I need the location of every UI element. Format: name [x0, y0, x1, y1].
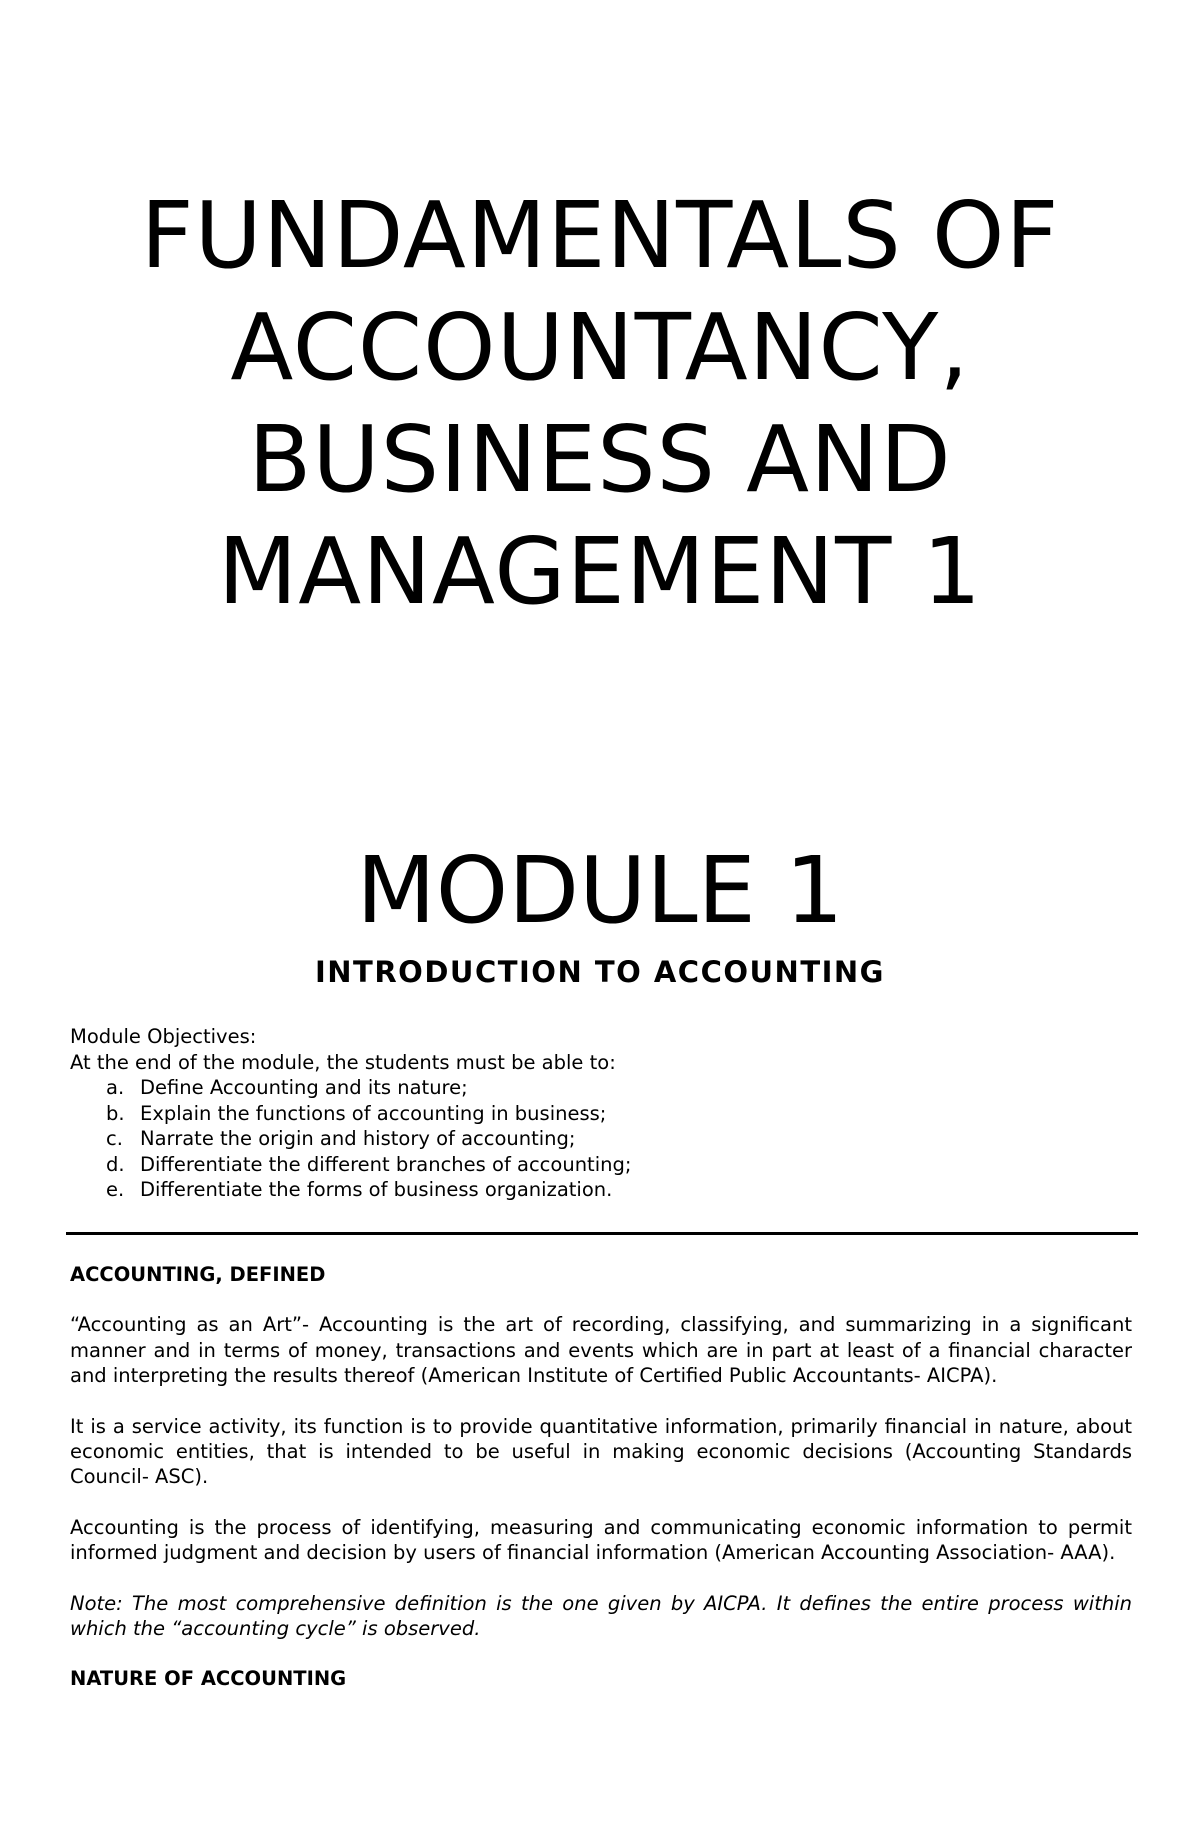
objective-item	[70, 1152, 1130, 1178]
module-objectives	[70, 1024, 1130, 1203]
module-title: MODULE 1	[356, 837, 844, 944]
objective-text: Define Accounting and its nature;	[140, 1076, 468, 1099]
objective-text: Explain the functions of accounting in business;	[140, 1101, 607, 1125]
section-divider	[66, 1232, 1138, 1235]
objectives-list	[70, 1075, 1130, 1203]
objective-marker: a.	[106, 1076, 125, 1099]
objective-marker: b.	[106, 1101, 125, 1125]
objectives-intro: At the end of the module, the students must be able to:	[70, 1050, 616, 1074]
objective-text: Differentiate the different branches of accounting;	[140, 1152, 632, 1176]
objective-text: Differentiate the forms of business organization.	[140, 1178, 613, 1201]
course-title-line-1: FUNDAMENTALS OF	[140, 182, 1060, 289]
definition-note: Note: The most comprehensive definition is the one given by AICPA. It defines the entire process within which the “accounting cycle” is observed.	[70, 1591, 1132, 1641]
module-content	[70, 1262, 1132, 1717]
paragraph-aicpa-definition: “Accounting as an Art”- Accounting is the art of recording, classifying, and summarizing in a significant manner and in terms of money, transactions and events which are in part at least of a financial character and interpreting the results thereof (American Institute of Certified Public Accountants- AICPA).	[70, 1313, 1132, 1388]
objective-item	[70, 1101, 1130, 1127]
course-title-line-4: MANAGEMENT 1	[217, 518, 983, 625]
course-title-line-2: ACCOUNTANCY,	[230, 294, 970, 401]
section-heading-accounting-defined: ACCOUNTING, DEFINED	[70, 1263, 326, 1286]
objective-item	[70, 1177, 1130, 1203]
objective-marker: d.	[106, 1152, 125, 1176]
objective-item	[70, 1075, 1130, 1101]
section-heading-nature-of-accounting: NATURE OF ACCOUNTING	[70, 1667, 347, 1691]
module-subtitle: INTRODUCTION TO ACCOUNTING	[315, 955, 885, 989]
paragraph-aaa-definition: Accounting is the process of identifying, measuring and communicating economic information to permit informed judgment and decision by users of financial information (American Accounting Association- AAA).	[70, 1515, 1132, 1565]
objectives-heading: Module Objectives:	[70, 1025, 257, 1048]
course-title-line-3: BUSINESS AND	[248, 406, 952, 513]
objective-text: Narrate the origin and history of accounting;	[140, 1127, 576, 1150]
objective-item	[70, 1126, 1130, 1152]
paragraph-asc-definition: It is a service activity, its function is to provide quantitative information, primarily financial in nature, about economic entities, that is intended to be useful in making economic decisions (Accounting Standards Council- ASC).	[70, 1414, 1132, 1489]
objective-marker: c.	[106, 1127, 123, 1150]
objective-marker: e.	[106, 1178, 125, 1201]
course-title	[80, 180, 1120, 628]
